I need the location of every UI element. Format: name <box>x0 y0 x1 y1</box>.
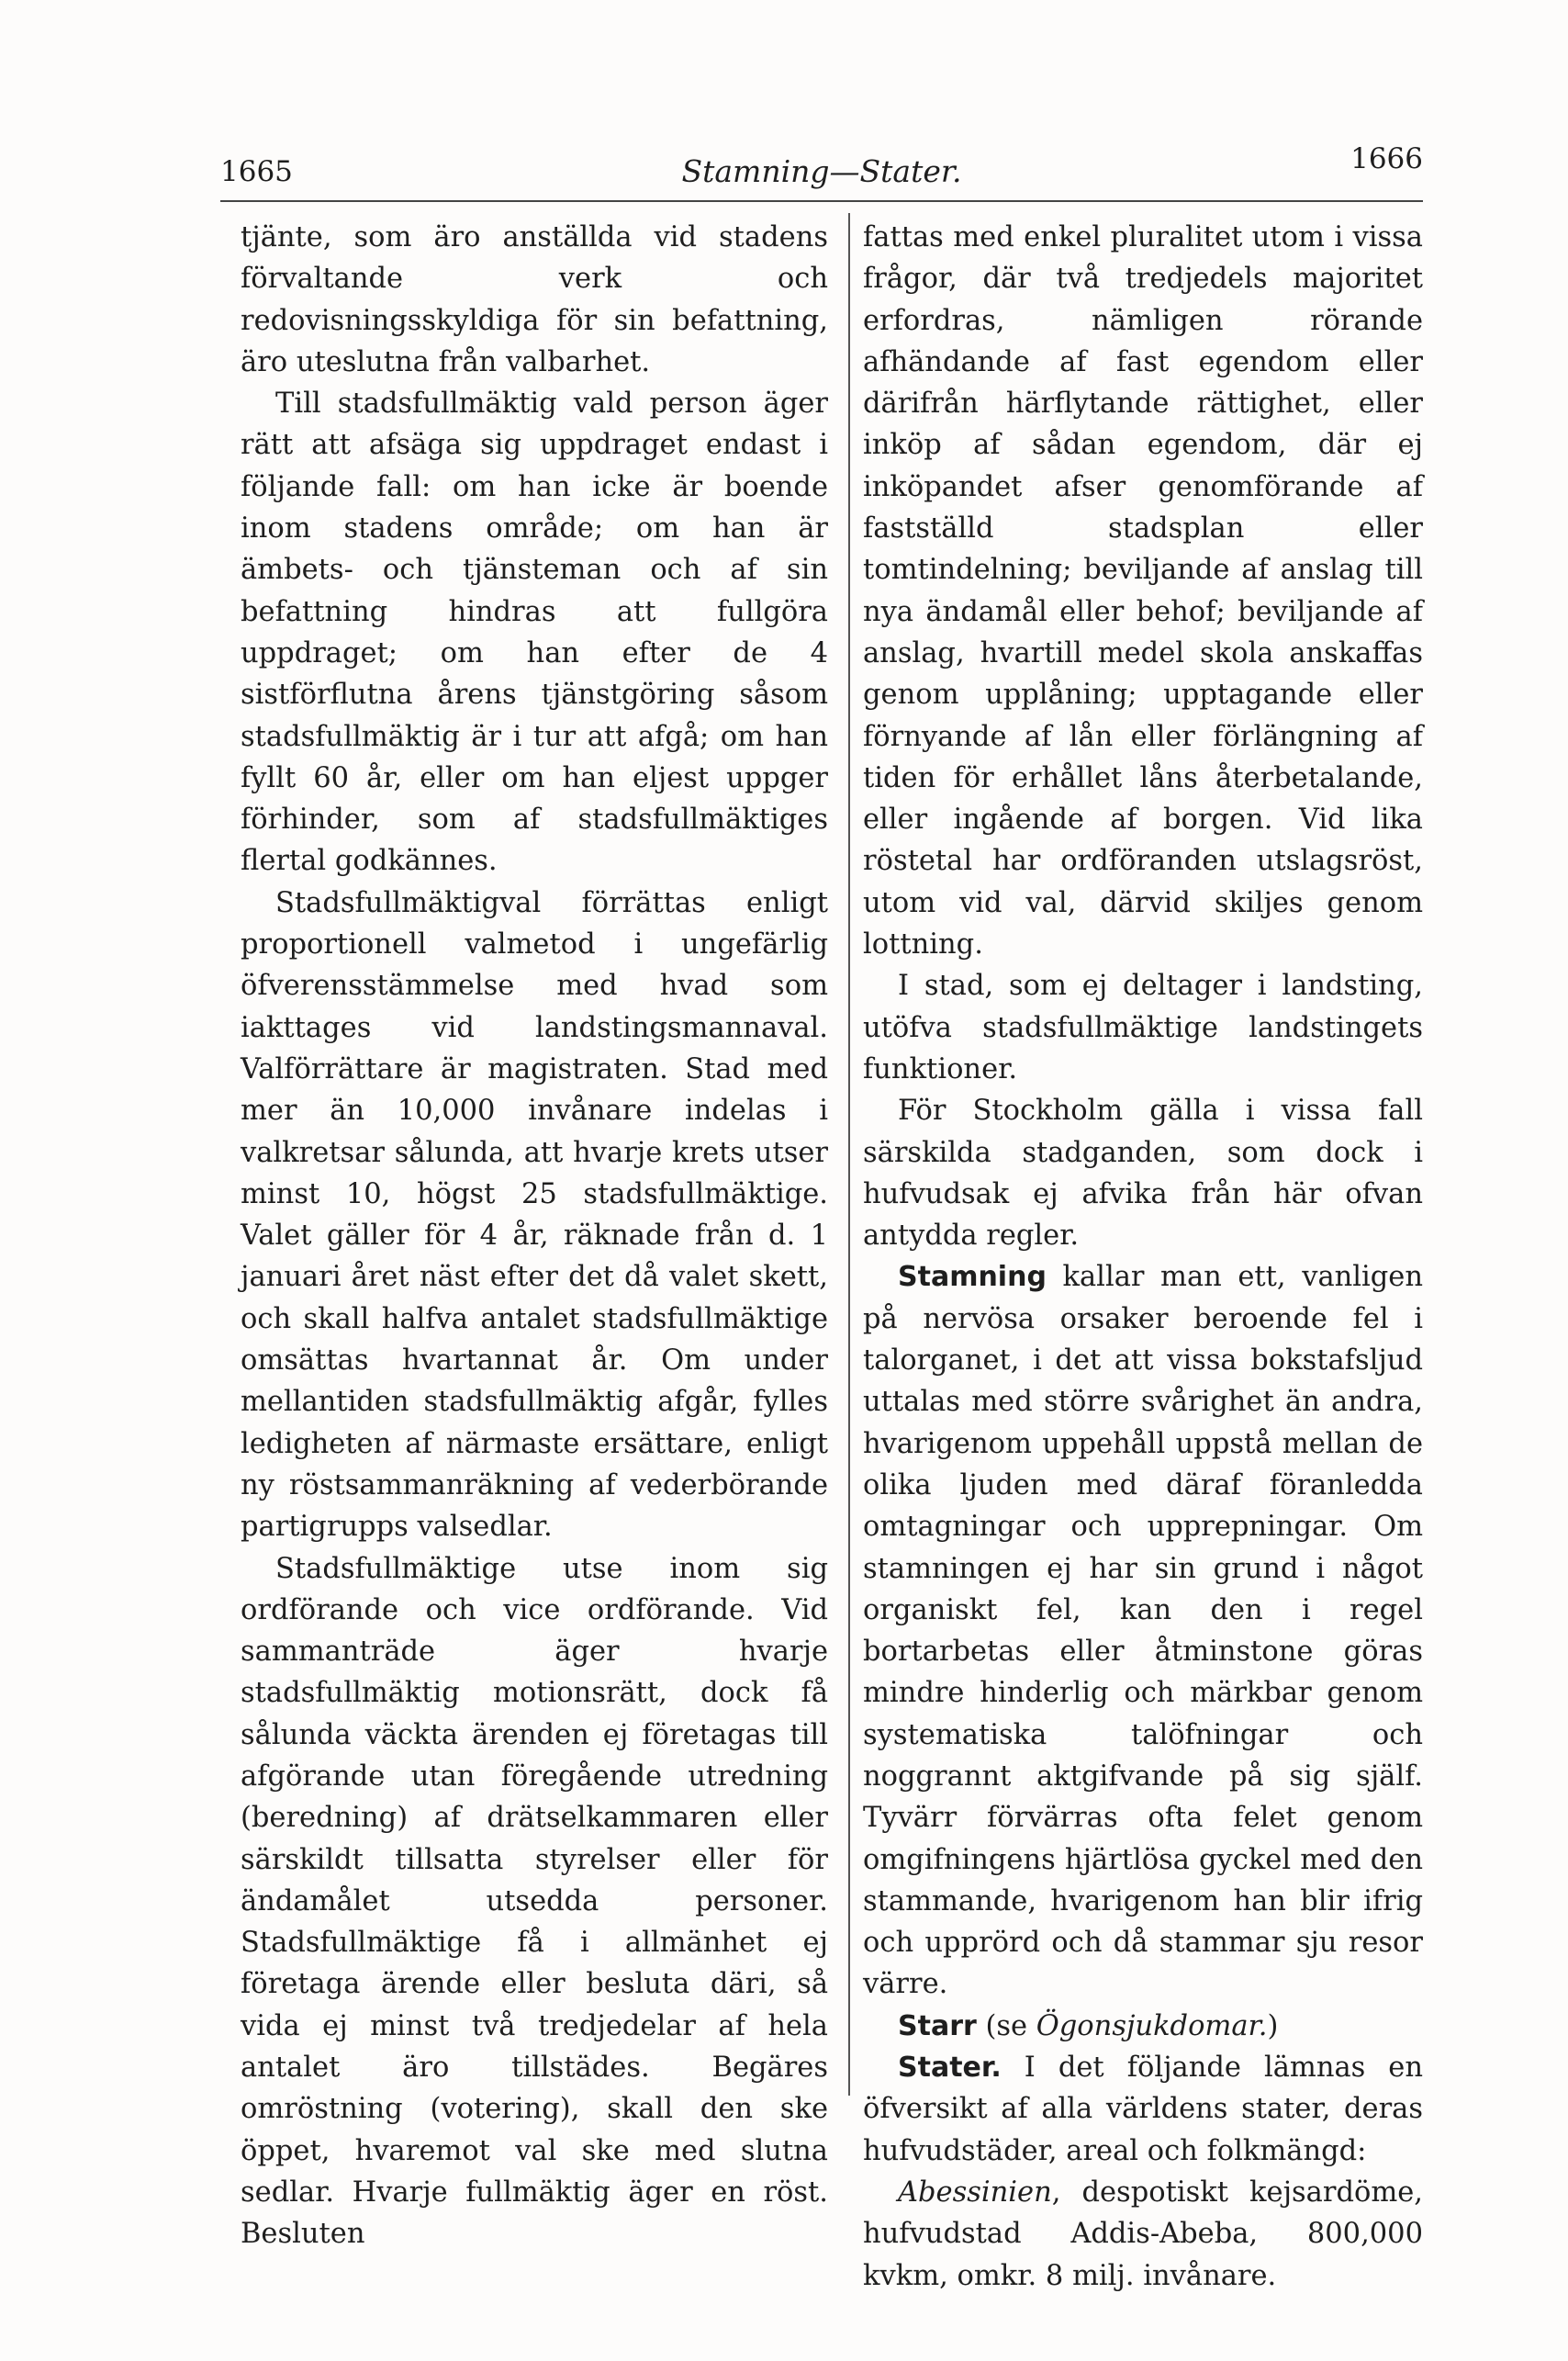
entry-stamning <box>863 1256 1423 2005</box>
paragraph: Stadsfullmäktigval förrättas enligt proportionell valmetod i ungefärlig öfverensstämmelse med hvad som iakttages vid landstingsmannaval. Valförrättare är magistraten. Stad med mer än 10,000 invånare indelas i valkretsar sålunda, att hvarje krets utser minst 10, högst 25 stadsfullmäktige. Valet gäller för 4 år, räknade från d. 1 januari året näst efter det då valet skett, och skall halfva antalet stadsfullmäktige omsättas hvartannat år. Om under mellantiden stadsfullmäktig afgår, fylles ledigheten af närmaste ersättare, enligt ny röstsammanräkning af vederbörande partigrupps valsedlar. <box>241 886 828 1544</box>
entry-headword: Starr <box>898 2009 977 2042</box>
entry-text: kallar man ett, vanligen på nervösa orsaker beroende fel i talorganet, i det att vissa bokstafsljud uttalas med större svårighet än andra, hvarigenom uppehåll uppstå mellan de olika ljuden med däraf föranledda omtagningar och upprepningar. Om stamningen ej har sin grund i något organiskt fel, kan den i regel bortarbetas eller åtminstone göras mindre hinderlig och märkbar genom systematiska talöfningar och noggrannt aktgifvande på sig själf. Tyvärr förvärras ofta felet genom omgifningens hjärtlösa gyckel med den stammande, hvarigenom han blir ifrig och upprörd och då stammar sju resor värre. <box>863 1261 1423 2001</box>
header-rule <box>220 200 1423 202</box>
entry-headword: Stamning <box>898 1261 1047 1294</box>
country-name: Abessinien <box>898 2175 1052 2209</box>
entry-headword: Stater. <box>898 2052 1002 2085</box>
entry-text: ) <box>1267 2009 1279 2042</box>
page-header <box>220 142 1423 197</box>
left-page-number: 1665 <box>220 155 293 188</box>
entry-starr <box>863 2006 1423 2047</box>
paragraph: Till stadsfullmäktig vald person äger rätt att afsäga sig uppdraget endast i följande fall: om han icke är boende inom stadens område; om han är ämbets- och tjänsteman och af sin befattning hindras att fullgöra uppdraget; om han efter de 4 sistförflutna årens tjänstgöring såsom stadsfullmäktig är i tur att afgå; om han fyllt 60 år, eller om han eljest uppger förhinder, som af stadsfullmäktiges flertal godkännes. <box>241 388 828 878</box>
entry-abessinien <box>863 2172 1423 2297</box>
entry-text: , despotiskt kejsardöme, hufvudstad Addis-Abeba, 800,000 kvkm, omkr. 8 milj. invånare. <box>863 2175 1423 2292</box>
paragraph: I stad, som ej deltager i landsting, utöfva stadsfullmäktige landstingets funktioner. <box>863 970 1423 1085</box>
paragraph: fattas med enkel pluralitet utom i vissa frågor, där två tredjedels majoritet erfordras, nämligen rörande afhändande af fast egendom eller därifrån härflytande rättighet, eller inköp af sådan egendom, där ej inköpandet afser genomförande af fastställd stadsplan eller tomtindelning; beviljande af anslag till nya ändamål eller behof; beviljande af anslag, hvartill medel skola anskaffas genom upplåning; upptagande eller förnyande af lån eller förlängning af tiden för erhållet låns återbetalande, eller ingående af borgen. Vid lika röstetal har ordföranden utslagsröst, utom vid val, därvid skiljes genom lottning. <box>863 221 1423 961</box>
right-page-number: 1666 <box>1350 142 1423 175</box>
column-divider <box>848 213 850 2096</box>
cross-reference: Ögonsjukdomar. <box>1036 2009 1268 2042</box>
entry-text: I det följande lämnas en öfversikt af alla världens stater, deras hufvudstäder, areal och folkmängd: <box>863 2052 1423 2167</box>
entry-text: (se <box>976 2009 1036 2042</box>
entry-stater <box>863 2047 1423 2172</box>
paragraph: Stadsfullmäktige utse inom sig ordförande och vice ordförande. Vid sammanträde äger hvarje stadsfullmäktig motionsrätt, dock få sålunda väckta ärenden ej företagas till afgörande utan föregående utredning (beredning) af drätselkammaren eller särskildt tillsatta styrelser eller för ändamålet utsedda personer. Stadsfullmäktige få i allmänhet ej företaga ärende eller besluta däri, så vida ej minst två tredjedelar af hela antalet äro tillstädes. Begäres omröstning (votering), skall den ske öppet, hvaremot val ske med slutna sedlar. Hvarje fullmäktig äger en röst. Besluten <box>241 1552 828 2251</box>
left-column <box>241 217 828 2255</box>
paragraph: tjänte, som äro anställda vid stadens förvaltande verk och redovisningsskyldiga för sin befattning, äro uteslutna från valbarhet. <box>241 221 828 378</box>
running-head: Stamning—Stater. <box>681 153 962 189</box>
paragraph: För Stockholm gälla i vissa fall särskilda stadganden, som dock i hufvudsak ej afvika från här ofvan antydda regler. <box>863 1095 1423 1253</box>
right-column <box>863 217 1423 2297</box>
